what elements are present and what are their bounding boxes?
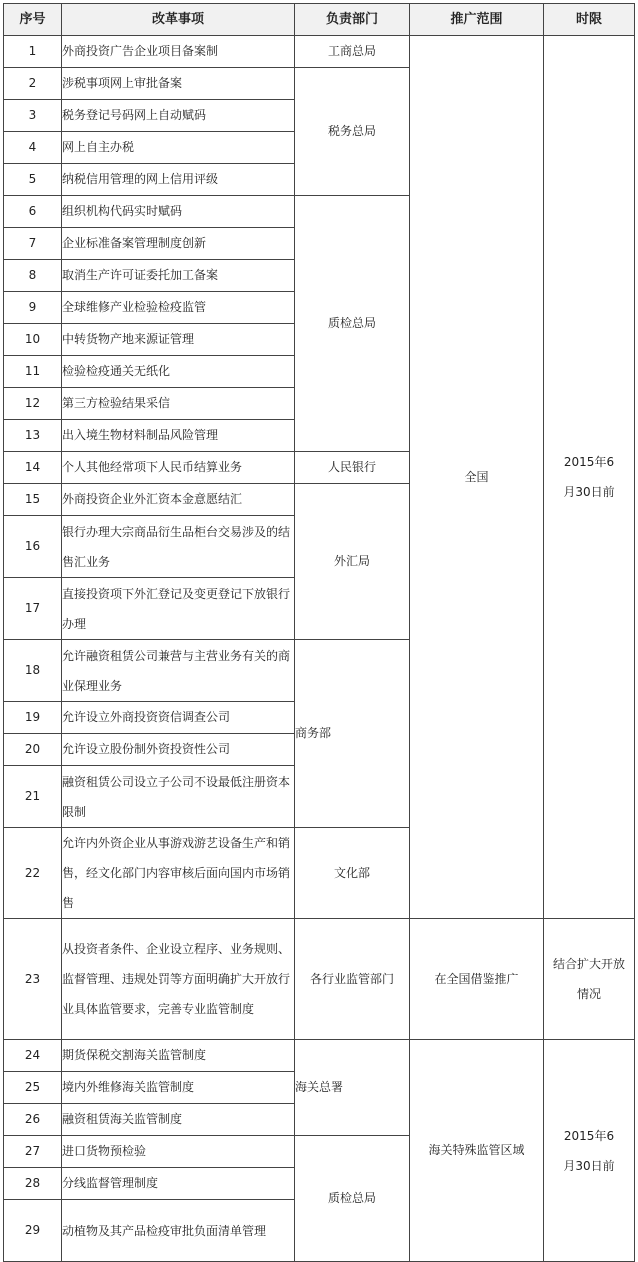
header-scope: 推广范围 [410, 4, 544, 36]
reform-item: 外商投资企业外汇资本金意愿结汇 [62, 484, 295, 516]
department-cell: 质检总局 [295, 196, 410, 452]
scope-cell: 海关特殊监管区域 [410, 1040, 544, 1262]
reform-item [62, 1200, 295, 1262]
header-dept: 负责部门 [295, 4, 410, 36]
reform-item: 税务登记号码网上自动赋码 [62, 100, 295, 132]
reform-item: 取消生产许可证委托加工备案 [62, 260, 295, 292]
reform-item: 全球维修产业检验检疫监管 [62, 292, 295, 324]
row-number: 5 [4, 164, 62, 196]
row-number: 17 [4, 578, 62, 640]
row-number: 22 [4, 828, 62, 919]
reform-item [62, 766, 295, 828]
department-cell: 商务部 [295, 640, 410, 828]
row-number: 7 [4, 228, 62, 260]
reform-item-text: 融资租赁公司设立子公司不设最低注册资本限制 [62, 774, 291, 819]
deadline-text: 2015年6月30日前 [563, 1128, 615, 1173]
reform-item: 企业标准备案管理制度创新 [62, 228, 295, 260]
reform-item-text: 银行办理大宗商品衍生品柜台交易涉及的结售汇业务 [62, 524, 291, 569]
row-number: 10 [4, 324, 62, 356]
reform-item: 外商投资广告企业项目备案制 [62, 36, 295, 68]
department-cell: 海关总署 [295, 1040, 410, 1136]
reform-item: 期货保税交割海关监管制度 [62, 1040, 295, 1072]
deadline-text: 2015年6月30日前 [563, 455, 615, 499]
reform-item: 中转货物产地来源证管理 [62, 324, 295, 356]
reform-item [62, 516, 295, 578]
reform-item: 网上自主办税 [62, 132, 295, 164]
row-number: 2 [4, 68, 62, 100]
scope-cell: 全国 [410, 36, 544, 919]
row-number: 27 [4, 1136, 62, 1168]
row-number: 21 [4, 766, 62, 828]
department-cell: 各行业监管部门 [295, 919, 410, 1040]
row-number: 19 [4, 702, 62, 734]
row-number: 13 [4, 420, 62, 452]
reform-item-text: 从投资者条件、企业设立程序、业务规则、监督管理、违规处罚等方面明确扩大开放行业具体监管要求，完善专业监管制度 [62, 942, 291, 1016]
reform-item [62, 828, 295, 919]
deadline-text: 结合扩大开放情况 [553, 957, 626, 1001]
reform-item-text: 允许内外资企业从事游戏游艺设备生产和销售，经文化部门内容审核后面向国内市场销售 [62, 836, 291, 910]
reform-item: 进口货物预检验 [62, 1136, 295, 1168]
reform-item: 组织机构代码实时赋码 [62, 196, 295, 228]
reform-item: 出入境生物材料制品风险管理 [62, 420, 295, 452]
row-number: 1 [4, 36, 62, 68]
row-number: 12 [4, 388, 62, 420]
reform-item-text: 动植物及其产品检疫审批负面清单管理 [62, 1223, 267, 1238]
row-number: 3 [4, 100, 62, 132]
row-number: 15 [4, 484, 62, 516]
row-number: 8 [4, 260, 62, 292]
row-number: 14 [4, 452, 62, 484]
header-item: 改革事项 [62, 4, 295, 36]
row-number: 9 [4, 292, 62, 324]
row-number: 26 [4, 1104, 62, 1136]
row-number: 28 [4, 1168, 62, 1200]
department-cell: 外汇局 [295, 484, 410, 640]
row-number: 25 [4, 1072, 62, 1104]
table-row [4, 919, 635, 1040]
scope-cell: 在全国借鉴推广 [410, 919, 544, 1040]
department-cell: 文化部 [295, 828, 410, 919]
row-number: 4 [4, 132, 62, 164]
reform-item: 检验检疫通关无纸化 [62, 356, 295, 388]
department-cell: 人民银行 [295, 452, 410, 484]
reform-item: 涉税事项网上审批备案 [62, 68, 295, 100]
reform-items-table [3, 3, 635, 1262]
deadline-cell [544, 1040, 635, 1262]
header-seq: 序号 [4, 4, 62, 36]
header-row [4, 4, 635, 36]
table-row [4, 1040, 635, 1072]
reform-item: 融资租赁海关监管制度 [62, 1104, 295, 1136]
row-number: 6 [4, 196, 62, 228]
row-number: 18 [4, 640, 62, 702]
reform-item [62, 640, 295, 702]
reform-item: 允许设立股份制外资投资性公司 [62, 734, 295, 766]
reform-item [62, 578, 295, 640]
table-row [4, 36, 635, 68]
row-number: 20 [4, 734, 62, 766]
reform-item: 境内外维修海关监管制度 [62, 1072, 295, 1104]
reform-item-text: 直接投资项下外汇登记及变更登记下放银行办理 [62, 586, 291, 631]
reform-item: 第三方检验结果采信 [62, 388, 295, 420]
header-deadline: 时限 [544, 4, 635, 36]
row-number: 23 [4, 919, 62, 1040]
reform-item-text: 允许融资租赁公司兼营与主营业务有关的商业保理业务 [62, 648, 291, 693]
reform-item: 个人其他经常项下人民币结算业务 [62, 452, 295, 484]
reform-item: 分线监督管理制度 [62, 1168, 295, 1200]
reform-item: 允许设立外商投资资信调查公司 [62, 702, 295, 734]
row-number: 24 [4, 1040, 62, 1072]
row-number: 29 [4, 1200, 62, 1262]
department-cell: 税务总局 [295, 68, 410, 196]
department-cell: 工商总局 [295, 36, 410, 68]
deadline-cell [544, 919, 635, 1040]
deadline-cell [544, 36, 635, 919]
row-number: 11 [4, 356, 62, 388]
reform-item [62, 919, 295, 1040]
reform-item: 纳税信用管理的网上信用评级 [62, 164, 295, 196]
row-number: 16 [4, 516, 62, 578]
department-cell: 质检总局 [295, 1136, 410, 1262]
